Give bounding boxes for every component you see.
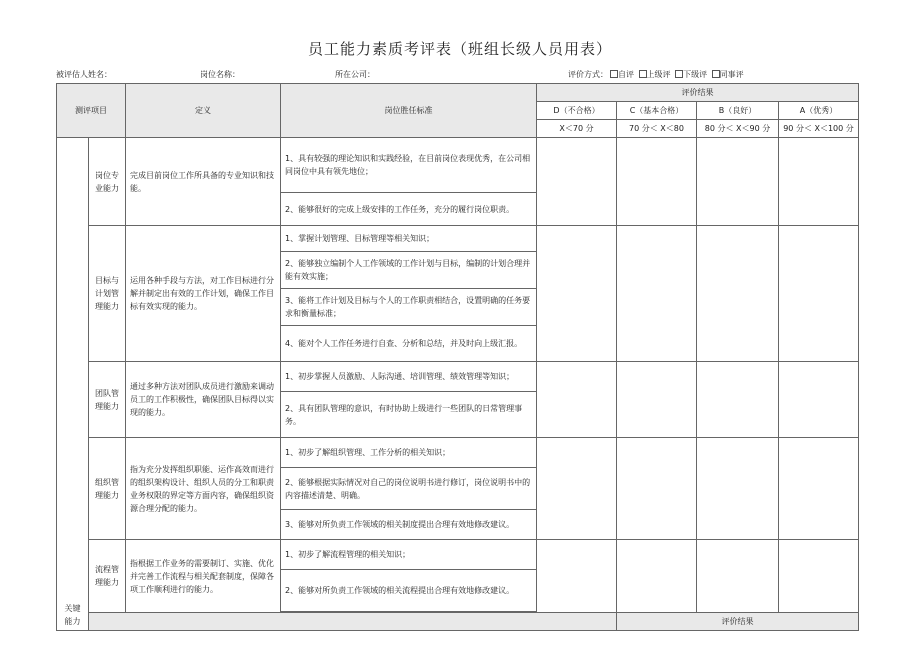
range-c: 70 分＜ X＜80 [617, 120, 697, 138]
checkbox-self[interactable] [610, 70, 618, 78]
item-name: 流程管理能力 [89, 540, 126, 613]
criterion: 3、能够对所负责工作领域的相关制度提出合理有效地修改建议。 [281, 510, 537, 540]
score-cell-a[interactable] [779, 362, 859, 438]
method-superior: 上级评 [646, 70, 671, 79]
range-a: 90 分＜ X＜100 分 [779, 120, 859, 138]
item-name: 团队管理能力 [89, 362, 126, 438]
grade-d: D（不合格） [537, 102, 617, 120]
footer-blank [89, 613, 617, 631]
header-item: 测评项目 [57, 84, 126, 138]
score-cell-d[interactable] [537, 362, 617, 438]
page-title: 员工能力素质考评表（班组长级人员用表） [307, 40, 612, 58]
score-cell-b[interactable] [697, 138, 779, 226]
score-cell-a[interactable] [779, 540, 859, 613]
item-name: 目标与计划管理能力 [89, 226, 126, 362]
grade-c: C（基本合格） [617, 102, 697, 120]
score-cell-c[interactable] [617, 226, 697, 362]
score-cell-c[interactable] [617, 362, 697, 438]
score-cell-c[interactable] [617, 138, 697, 226]
criterion: 1、初步掌握人员激励、人际沟通、培训管理、绩效管理等知识； [281, 362, 537, 392]
range-b: 80 分＜ X＜90 分 [697, 120, 779, 138]
criterion: 1、具有较强的理论知识和实践经验，在目前岗位表现优秀，在公司相同岗位中具有领先地位； [281, 138, 537, 193]
item-definition: 完成目前岗位工作所具备的专业知识和技能。 [126, 138, 281, 226]
header-criteria: 岗位胜任标准 [281, 84, 537, 138]
score-cell-d[interactable] [537, 540, 617, 613]
grade-a: A（优秀） [779, 102, 859, 120]
checkbox-peer[interactable] [712, 70, 720, 78]
score-cell-a[interactable] [779, 438, 859, 540]
item-definition: 通过多种方法对团队成员进行激励来调动员工的工作积极性，确保团队目标得以实现的能力。 [126, 362, 281, 438]
method-subordinate: 下级评 [683, 70, 708, 79]
criterion: 1、掌握计划管理、目标管理等相关知识； [281, 226, 537, 252]
score-cell-c[interactable] [617, 438, 697, 540]
item-name: 岗位专业能力 [89, 138, 126, 226]
company-label: 所在公司： [335, 70, 375, 79]
score-cell-a[interactable] [779, 138, 859, 226]
criterion: 2、能够独立编制个人工作领域的工作计划与目标，编制的计划合理并能有效实施； [281, 252, 537, 289]
score-cell-a[interactable] [779, 226, 859, 362]
range-d: X＜70 分 [537, 120, 617, 138]
evaluation-table [56, 83, 859, 631]
criterion: 2、具有团队管理的意识，有时协助上级进行一些团队的日常管理事务。 [281, 392, 537, 438]
evaluatee-name-label: 被评估人姓名： [56, 70, 112, 79]
score-cell-b[interactable] [697, 226, 779, 362]
category-label: 关键能力 [57, 138, 89, 631]
criterion: 2、能够很好的完成上级安排的工作任务，充分的履行岗位职责。 [281, 193, 537, 226]
header-result: 评价结果 [537, 84, 859, 102]
item-definition: 指为充分发挥组织职能、运作高效而进行的组织架构设计、组织人员的分工和职责业务权限的界定等方面内容，确保组织资源合理分配的能力。 [126, 438, 281, 540]
footer-result: 评价结果 [617, 613, 859, 631]
criterion: 1、初步了解组织管理、工作分析的相关知识； [281, 438, 537, 468]
method-self: 自评 [618, 70, 634, 79]
score-cell-d[interactable] [537, 226, 617, 362]
item-definition: 指根据工作业务的需要制订、实施、优化并完善工作流程与相关配套制度，保障各项工作顺利进行的能力。 [126, 540, 281, 613]
score-cell-d[interactable] [537, 438, 617, 540]
criterion: 4、能对个人工作任务进行自查、分析和总结，并及时向上级汇报。 [281, 326, 537, 362]
score-cell-d[interactable] [537, 138, 617, 226]
criterion: 3、能将工作计划及目标与个人的工作职责相结合，设置明确的任务要求和衡量标准； [281, 289, 537, 326]
item-name: 组织管理能力 [89, 438, 126, 540]
evaluation-method [568, 69, 744, 80]
checkbox-superior[interactable] [639, 70, 647, 78]
score-cell-c[interactable] [617, 540, 697, 613]
score-cell-b[interactable] [697, 438, 779, 540]
criterion: 1、初步了解流程管理的相关知识； [281, 540, 537, 570]
evaluation-method-label: 评价方式： [568, 70, 608, 79]
header-definition: 定义 [126, 84, 281, 138]
score-cell-b[interactable] [697, 362, 779, 438]
grade-b: B（良好） [697, 102, 779, 120]
item-definition: 运用各种手段与方法，对工作目标进行分解并制定出有效的工作计划，确保工作目标有效实现的能力。 [126, 226, 281, 362]
position-name-label: 岗位名称： [200, 70, 240, 79]
method-peer: 同事评 [719, 70, 744, 79]
checkbox-subordinate[interactable] [675, 70, 683, 78]
score-cell-b[interactable] [697, 540, 779, 613]
criterion: 2、能够根据实际情况对自己的岗位说明书进行修订，岗位说明书中的内容描述清楚、明确。 [281, 468, 537, 510]
criterion: 2、能够对所负责工作领域的相关流程提出合理有效地修改建议。 [281, 570, 537, 612]
